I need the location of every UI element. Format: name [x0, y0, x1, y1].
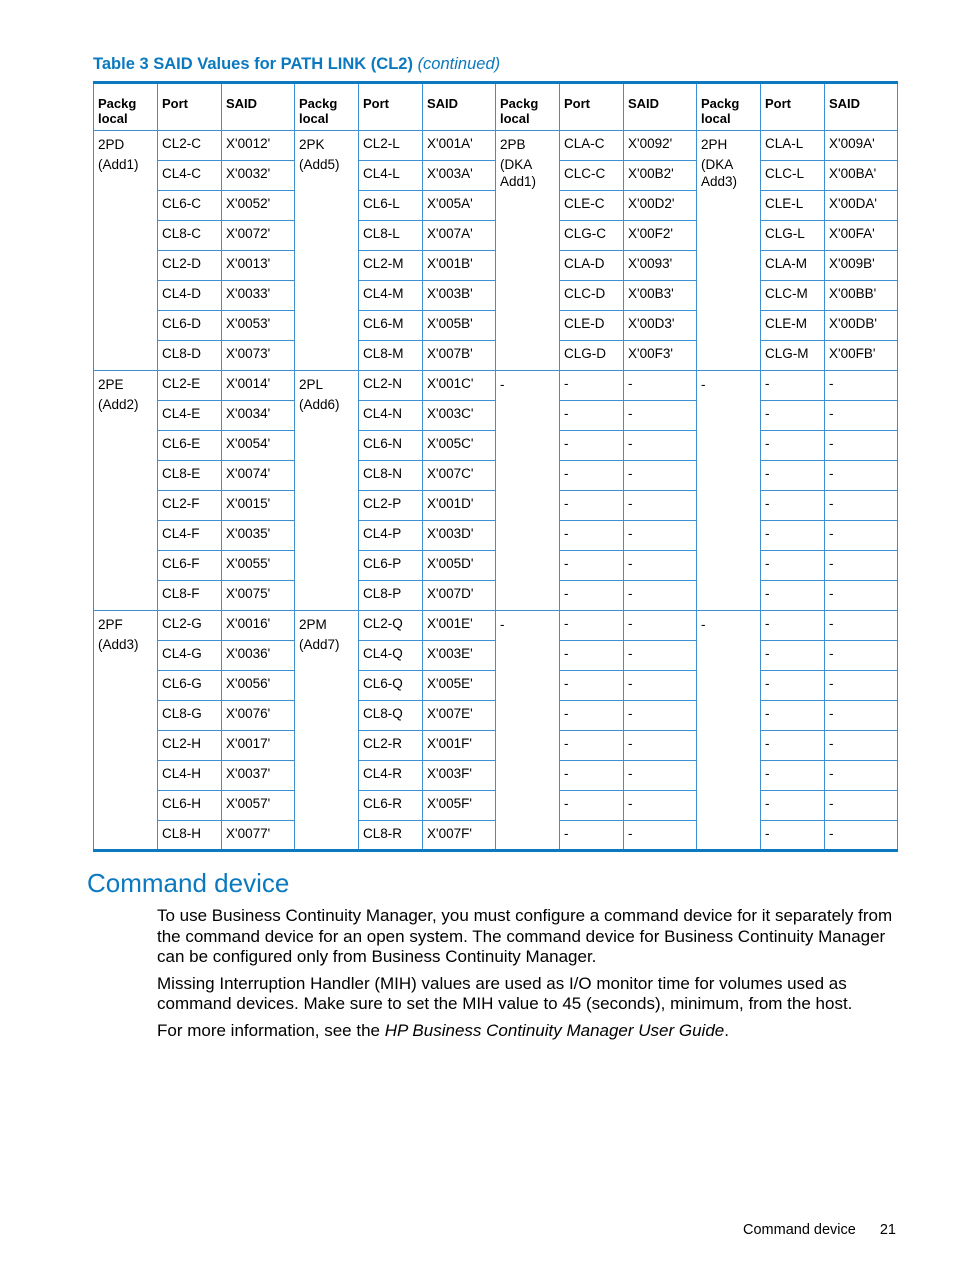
caption-continued: (continued)	[417, 55, 501, 73]
package-cell	[94, 131, 158, 371]
port-cell: -	[761, 461, 825, 491]
package-name: 2PB	[500, 137, 526, 152]
said-cell: X'0055'	[222, 551, 295, 581]
said-cell: X'001D'	[423, 491, 496, 521]
said-cell: X'009B'	[825, 251, 898, 281]
said-cell: X'0076'	[222, 701, 295, 731]
said-cell: X'007B'	[423, 341, 496, 371]
said-cell: X'007E'	[423, 701, 496, 731]
said-cell: -	[624, 551, 697, 581]
said-cell: -	[624, 581, 697, 611]
package-cell	[496, 611, 560, 851]
said-cell: X'00D3'	[624, 311, 697, 341]
port-cell: -	[560, 491, 624, 521]
said-cell: X'0092'	[624, 131, 697, 161]
said-cell: X'005B'	[423, 311, 496, 341]
port-cell: CL2-G	[158, 611, 222, 641]
port-cell: CL6-R	[359, 791, 423, 821]
said-cell: X'00F2'	[624, 221, 697, 251]
port-cell: CLC-M	[761, 281, 825, 311]
said-cell: X'00F3'	[624, 341, 697, 371]
said-cell: -	[825, 371, 898, 401]
table-caption	[93, 55, 500, 74]
said-cell: -	[825, 461, 898, 491]
said-cell: X'0057'	[222, 791, 295, 821]
package-address: (Add3)	[98, 637, 139, 652]
package-name: 2PF	[98, 617, 123, 632]
port-cell: CL2-C	[158, 131, 222, 161]
said-cell: X'007D'	[423, 581, 496, 611]
port-cell: -	[761, 611, 825, 641]
package-cell	[697, 611, 761, 851]
column-header: Packg local	[94, 83, 158, 131]
package-name: -	[701, 617, 706, 632]
said-cell: -	[624, 431, 697, 461]
said-cell: X'0053'	[222, 311, 295, 341]
port-cell: CL6-N	[359, 431, 423, 461]
said-cell: X'001F'	[423, 731, 496, 761]
said-cell: X'0012'	[222, 131, 295, 161]
table-header-row	[94, 83, 898, 131]
said-cell: -	[825, 641, 898, 671]
port-cell: CL2-N	[359, 371, 423, 401]
port-cell: CL2-R	[359, 731, 423, 761]
port-cell: CLE-M	[761, 311, 825, 341]
said-cell: X'0033'	[222, 281, 295, 311]
column-header: SAID	[624, 83, 697, 131]
package-name: 2PM	[299, 617, 327, 632]
said-cell: -	[825, 431, 898, 461]
package-name: 2PH	[701, 137, 728, 152]
said-cell: X'0036'	[222, 641, 295, 671]
port-cell: CL6-M	[359, 311, 423, 341]
package-address: (DKA Add3)	[701, 157, 738, 189]
said-cell: X'0015'	[222, 491, 295, 521]
said-cell: -	[624, 761, 697, 791]
port-cell: CL8-E	[158, 461, 222, 491]
package-name: -	[500, 377, 505, 392]
said-cell: X'00D2'	[624, 191, 697, 221]
table-row	[94, 131, 898, 161]
said-cell: -	[624, 671, 697, 701]
said-cell: X'00DA'	[825, 191, 898, 221]
column-header: Packg local	[295, 83, 359, 131]
port-cell: CLG-L	[761, 221, 825, 251]
said-cell: X'003C'	[423, 401, 496, 431]
port-cell: CL6-Q	[359, 671, 423, 701]
port-cell: -	[560, 371, 624, 401]
port-cell: CLE-L	[761, 191, 825, 221]
port-cell: CL8-L	[359, 221, 423, 251]
port-cell: CL8-D	[158, 341, 222, 371]
port-cell: CL2-Q	[359, 611, 423, 641]
said-cell: -	[624, 731, 697, 761]
package-name: -	[500, 617, 505, 632]
port-cell: -	[560, 791, 624, 821]
said-cell: -	[825, 401, 898, 431]
section-body	[157, 906, 897, 1047]
port-cell: CL4-H	[158, 761, 222, 791]
said-cell: X'0014'	[222, 371, 295, 401]
port-cell: CL2-L	[359, 131, 423, 161]
port-cell: -	[560, 521, 624, 551]
said-cell: -	[825, 761, 898, 791]
port-cell: -	[560, 641, 624, 671]
said-cell: X'0077'	[222, 821, 295, 851]
port-cell: CL2-D	[158, 251, 222, 281]
said-cell: X'001C'	[423, 371, 496, 401]
said-cell: X'001A'	[423, 131, 496, 161]
said-cell: X'0013'	[222, 251, 295, 281]
port-cell: CL6-E	[158, 431, 222, 461]
port-cell: -	[761, 491, 825, 521]
port-cell: -	[761, 581, 825, 611]
port-cell: CL8-M	[359, 341, 423, 371]
port-cell: -	[560, 611, 624, 641]
said-cell: X'00FA'	[825, 221, 898, 251]
said-cell: -	[825, 671, 898, 701]
said-cell: X'003A'	[423, 161, 496, 191]
said-cell: X'005F'	[423, 791, 496, 821]
said-cell: -	[624, 821, 697, 851]
port-cell: -	[560, 401, 624, 431]
column-header: SAID	[825, 83, 898, 131]
said-cell: X'003E'	[423, 641, 496, 671]
more-info-suffix: .	[724, 1020, 729, 1040]
column-header: Port	[761, 83, 825, 131]
said-cell: X'0017'	[222, 731, 295, 761]
package-cell	[94, 371, 158, 611]
port-cell: -	[560, 551, 624, 581]
said-cell: -	[624, 491, 697, 521]
port-cell: -	[761, 431, 825, 461]
package-cell	[697, 131, 761, 371]
column-header: Port	[359, 83, 423, 131]
port-cell: CLE-D	[560, 311, 624, 341]
port-cell: CL4-F	[158, 521, 222, 551]
said-cell: -	[825, 491, 898, 521]
said-cell: X'0032'	[222, 161, 295, 191]
said-cell: X'001E'	[423, 611, 496, 641]
package-address: (DKA Add1)	[500, 157, 537, 189]
port-cell: CLG-D	[560, 341, 624, 371]
said-cell: X'007F'	[423, 821, 496, 851]
column-header: Packg local	[697, 83, 761, 131]
port-cell: CLA-M	[761, 251, 825, 281]
said-cell: X'00DB'	[825, 311, 898, 341]
said-cell: X'0034'	[222, 401, 295, 431]
port-cell: CLC-L	[761, 161, 825, 191]
column-header: Port	[158, 83, 222, 131]
said-cell: X'00FB'	[825, 341, 898, 371]
port-cell: CL2-P	[359, 491, 423, 521]
said-cell: X'0016'	[222, 611, 295, 641]
said-cell: X'0072'	[222, 221, 295, 251]
port-cell: CL2-H	[158, 731, 222, 761]
port-cell: -	[761, 641, 825, 671]
column-header: Port	[560, 83, 624, 131]
package-name: 2PL	[299, 377, 324, 392]
port-cell: -	[560, 761, 624, 791]
said-cell: X'00B2'	[624, 161, 697, 191]
port-cell: CLC-C	[560, 161, 624, 191]
port-cell: -	[761, 821, 825, 851]
said-cell: X'003F'	[423, 761, 496, 791]
more-info-prefix: For more information, see the	[157, 1020, 385, 1040]
said-cell: X'0035'	[222, 521, 295, 551]
port-cell: CL4-G	[158, 641, 222, 671]
package-name: 2PE	[98, 377, 124, 392]
section-title: Command device	[87, 868, 290, 898]
port-cell: CL6-D	[158, 311, 222, 341]
port-cell: -	[560, 671, 624, 701]
port-cell: CL8-H	[158, 821, 222, 851]
package-cell	[295, 371, 359, 611]
port-cell: CLG-C	[560, 221, 624, 251]
port-cell: -	[560, 731, 624, 761]
said-cell: -	[624, 701, 697, 731]
port-cell: -	[761, 551, 825, 581]
said-cell: -	[825, 611, 898, 641]
said-cell: X'0075'	[222, 581, 295, 611]
port-cell: -	[761, 521, 825, 551]
said-cell: -	[624, 461, 697, 491]
port-cell: CL4-N	[359, 401, 423, 431]
said-cell: -	[825, 581, 898, 611]
said-cell: -	[624, 401, 697, 431]
port-cell: -	[560, 431, 624, 461]
said-cell: -	[624, 641, 697, 671]
said-cell: X'005C'	[423, 431, 496, 461]
port-cell: CLG-M	[761, 341, 825, 371]
said-cell: X'009A'	[825, 131, 898, 161]
port-cell: -	[761, 701, 825, 731]
package-cell	[295, 131, 359, 371]
column-header: Packg local	[496, 83, 560, 131]
package-cell	[94, 611, 158, 851]
port-cell: CL4-D	[158, 281, 222, 311]
port-cell: CL6-F	[158, 551, 222, 581]
said-cell: X'0052'	[222, 191, 295, 221]
port-cell: CL8-P	[359, 581, 423, 611]
package-address: (Add2)	[98, 397, 139, 412]
said-cell: X'0037'	[222, 761, 295, 791]
port-cell: CL8-F	[158, 581, 222, 611]
table-row	[94, 371, 898, 401]
said-cell: -	[825, 521, 898, 551]
port-cell: -	[761, 791, 825, 821]
said-cell: X'00BB'	[825, 281, 898, 311]
port-cell: CL2-F	[158, 491, 222, 521]
page-footer	[743, 1222, 896, 1238]
said-cell: -	[624, 611, 697, 641]
said-cell: X'0054'	[222, 431, 295, 461]
said-cell: X'0074'	[222, 461, 295, 491]
caption-label: Table 3 SAID Values for PATH LINK (CL2)	[93, 55, 413, 73]
port-cell: CL6-C	[158, 191, 222, 221]
package-cell	[496, 131, 560, 371]
said-cell: X'005D'	[423, 551, 496, 581]
said-cell: X'007C'	[423, 461, 496, 491]
port-cell: CL4-P	[359, 521, 423, 551]
said-cell: -	[624, 521, 697, 551]
port-cell: CL4-L	[359, 161, 423, 191]
package-cell	[697, 371, 761, 611]
package-name: 2PK	[299, 137, 325, 152]
said-cell: -	[825, 701, 898, 731]
said-values-table	[93, 81, 898, 852]
said-cell: -	[825, 791, 898, 821]
said-cell: -	[825, 821, 898, 851]
port-cell: CL6-G	[158, 671, 222, 701]
package-cell	[295, 611, 359, 851]
port-cell: CL2-M	[359, 251, 423, 281]
port-cell: -	[761, 371, 825, 401]
table-body	[94, 131, 898, 851]
port-cell: CLA-C	[560, 131, 624, 161]
said-cell: X'001B'	[423, 251, 496, 281]
said-cell: X'005A'	[423, 191, 496, 221]
port-cell: -	[560, 581, 624, 611]
port-cell: CL4-E	[158, 401, 222, 431]
said-cell: X'003B'	[423, 281, 496, 311]
port-cell: CL6-P	[359, 551, 423, 581]
port-cell: CL4-C	[158, 161, 222, 191]
page-number: 21	[879, 1222, 896, 1238]
paragraph-more-info	[157, 1021, 897, 1042]
said-cell: X'00BA'	[825, 161, 898, 191]
port-cell: -	[560, 821, 624, 851]
package-cell	[496, 371, 560, 611]
port-cell: CLC-D	[560, 281, 624, 311]
table-row	[94, 611, 898, 641]
port-cell: CL6-H	[158, 791, 222, 821]
port-cell: CL4-M	[359, 281, 423, 311]
port-cell: -	[560, 701, 624, 731]
package-address: (Add7)	[299, 637, 340, 652]
paragraph-command-device-config: To use Business Continuity Manager, you must configure a command device for it separately from the command device for an open system. The command device for Business Continuity Manager can be configured only from Business Continuity Manager.	[157, 906, 893, 966]
said-cell: X'007A'	[423, 221, 496, 251]
said-cell: -	[825, 551, 898, 581]
port-cell: CL8-R	[359, 821, 423, 851]
said-cell: X'005E'	[423, 671, 496, 701]
said-cell: -	[624, 371, 697, 401]
said-cell: X'0056'	[222, 671, 295, 701]
port-cell: CL4-Q	[359, 641, 423, 671]
port-cell: -	[761, 761, 825, 791]
port-cell: -	[761, 731, 825, 761]
port-cell: CL8-G	[158, 701, 222, 731]
said-cell: X'00B3'	[624, 281, 697, 311]
port-cell: CL8-Q	[359, 701, 423, 731]
said-cell: X'0093'	[624, 251, 697, 281]
port-cell: CL4-R	[359, 761, 423, 791]
column-header: SAID	[423, 83, 496, 131]
said-cell: -	[624, 791, 697, 821]
port-cell: CL2-E	[158, 371, 222, 401]
package-address: (Add5)	[299, 157, 340, 172]
said-cell: X'0073'	[222, 341, 295, 371]
column-header: SAID	[222, 83, 295, 131]
port-cell: CLA-D	[560, 251, 624, 281]
package-address: (Add6)	[299, 397, 340, 412]
said-cell: X'003D'	[423, 521, 496, 551]
package-name: 2PD	[98, 137, 125, 152]
package-address: (Add1)	[98, 157, 139, 172]
port-cell: CL8-N	[359, 461, 423, 491]
port-cell: -	[560, 461, 624, 491]
footer-section-name: Command device	[743, 1222, 856, 1238]
port-cell: CL8-C	[158, 221, 222, 251]
said-cell: -	[825, 731, 898, 761]
port-cell: -	[761, 401, 825, 431]
port-cell: CL6-L	[359, 191, 423, 221]
port-cell: CLA-L	[761, 131, 825, 161]
port-cell: -	[761, 671, 825, 701]
port-cell: CLE-C	[560, 191, 624, 221]
guide-title: HP Business Continuity Manager User Guide	[384, 1020, 725, 1040]
package-name: -	[701, 377, 706, 392]
paragraph-mih-values: Missing Interruption Handler (MIH) values are used as I/O monitor time for volumes used as command devices. Make sure to set the MIH value to 45 (seconds), minimum, from the host.	[157, 973, 853, 1013]
